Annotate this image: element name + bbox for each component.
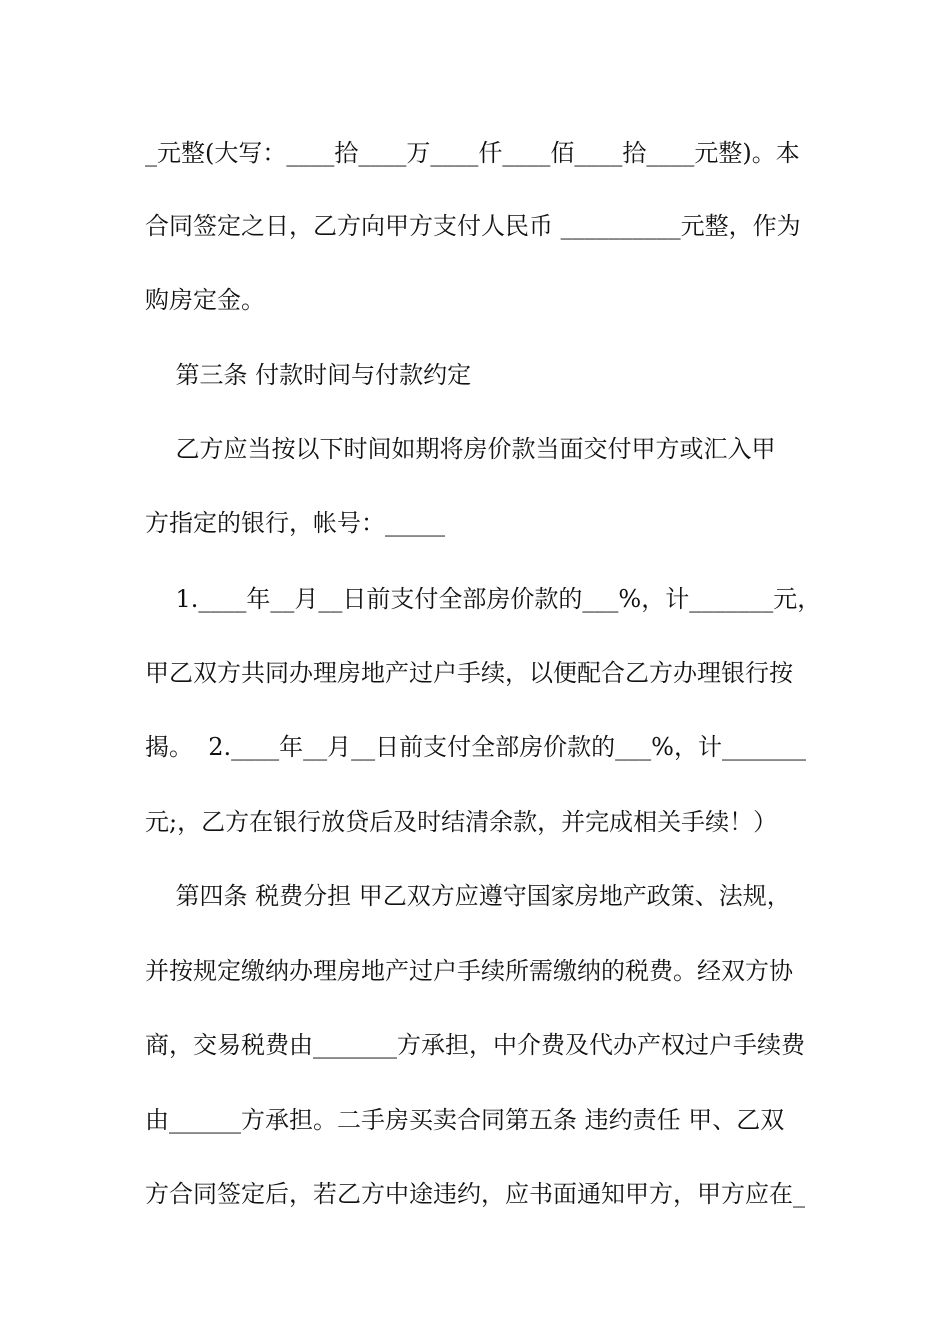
text-line: 商，交易税费由_______方承担，中介费及代办产权过户手续费 xyxy=(145,1031,805,1059)
text-line: 揭。 2.____年__月__日前支付全部房价款的___%，计_______ xyxy=(145,733,806,761)
text-line: 1.____年__月__日前支付全部房价款的___%，计_______元， xyxy=(145,585,822,613)
text-line: 方指定的银行，帐号：_____ xyxy=(145,509,445,537)
text-line: 甲乙双方共同办理房地产过户手续，以便配合乙方办理银行按 xyxy=(145,659,793,687)
article-heading: 第三条 付款时间与付款约定 xyxy=(145,361,472,389)
text-line: 元;，乙方在银行放贷后及时结清余款，并完成相关手续！） xyxy=(145,808,778,836)
text-line: 方合同签定后，若乙方中途违约，应书面通知甲方，甲方应在_ xyxy=(145,1180,805,1208)
article-heading: 第四条 税费分担 甲乙双方应遵守国家房地产政策、法规， xyxy=(145,882,791,910)
text-line: _元整(大写：____拾____万____仟____佰____拾____元整)。本 xyxy=(145,139,800,167)
text-line: 由______方承担。二手房买卖合同第五条 违约责任 甲、乙双 xyxy=(145,1106,785,1134)
text-line: 并按规定缴纳办理房地产过户手续所需缴纳的税费。经双方协 xyxy=(145,957,793,985)
text-line: 乙方应当按以下时间如期将房价款当面交付甲方或汇入甲 xyxy=(145,435,776,463)
text-line: 购房定金。 xyxy=(145,286,265,314)
text-line: 合同签定之日，乙方向甲方支付人民币 __________元整，作为 xyxy=(145,212,801,240)
